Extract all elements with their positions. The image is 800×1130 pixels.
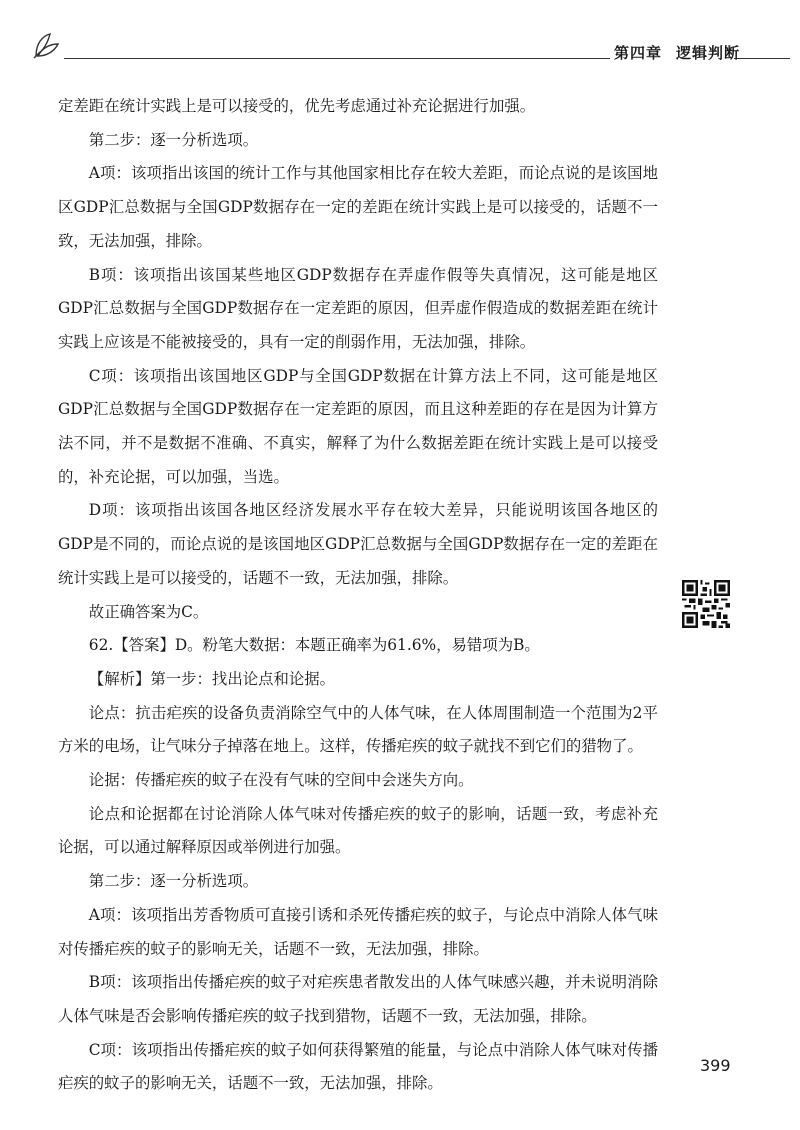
paragraph: 论点：抗击疟疾的设备负责消除空气中的人体气味，在人体周围制造一个范围为2平方米的电场，让气味分子掉落在地上。这样，传播疟疾的蚊子就找不到它们的猎物了。 xyxy=(58,703,658,756)
section-title: 逻辑判断 xyxy=(676,44,741,62)
paragraph: B项：该项指出该国某些地区GDP数据存在弄虚作假等失真情况，这可能是地区GDP汇总数据与全国GDP数据存在一定差距的原因，但弄虚作假造成的数据差距在统计实践上应该是不能被接受的，具有一定的削弱作用，无法加强，排除。 xyxy=(58,265,658,351)
paragraph: A项：该项指出芳香物质可直接引诱和杀死传播疟疾的蚊子，与论点中消除人体气味对传播疟疾的蚊子的影响无关，话题不一致，无法加强，排除。 xyxy=(58,905,658,958)
chapter-title xyxy=(614,42,740,63)
page-header xyxy=(28,28,768,68)
paragraph: 论据：传播疟疾的蚊子在没有气味的空间中会迷失方向。 xyxy=(88,771,474,790)
header-rule-left xyxy=(64,58,610,59)
paragraph: 论点和论据都在讨论消除人体气味对传播疟疾的蚊子的影响，话题一致，考虑补充论据，可以通过解释原因或举例进行加强。 xyxy=(58,804,658,857)
paragraph: 定差距在统计实践上是可以接受的，优先考虑通过补充论据进行加强。 xyxy=(58,97,536,115)
qr-code[interactable] xyxy=(682,580,730,628)
paragraph: 第二步：逐一分析选项。 xyxy=(88,872,259,891)
page-body xyxy=(58,90,658,1101)
paragraph: 故正确答案为C。 xyxy=(88,602,209,621)
paragraph: D项：该项指出该国各地区经济发展水平存在较大差异，只能说明该国各地区的GDP是不同的，而论点说的是该国地区GDP汇总数据与全国GDP数据存在一定的差距在统计实践上是可以接受的，话题不一致，无法加强，排除。 xyxy=(58,501,658,587)
answer-heading: 62.【答案】D。粉笔大数据：本题正确率为61.6%，易错项为B。 xyxy=(88,636,540,655)
header-rule-right xyxy=(734,58,790,59)
leaf-ornament-icon xyxy=(28,30,68,60)
page-number: 399 xyxy=(700,1056,731,1075)
chapter-number: 第四章 xyxy=(614,44,663,62)
paragraph: 第二步：逐一分析选项。 xyxy=(88,130,259,149)
paragraph: B项：该项指出传播疟疾的蚊子对疟疾患者散发出的人体气味感兴趣，并未说明消除人体气味是否会影响传播疟疾的蚊子找到猎物，话题不一致，无法加强，排除。 xyxy=(58,973,658,1025)
paragraph: C项：该项指出传播疟疾的蚊子如何获得繁殖的能量，与论点中消除人体气味对传播疟疾的蚊子的影响无关，话题不一致，无法加强，排除。 xyxy=(58,1040,658,1093)
analysis-heading: 【解析】第一步：找出论点和论据。 xyxy=(88,669,336,688)
paragraph: C项：该项指出该国地区GDP与全国GDP数据在计算方法上不同，这可能是地区GDP汇总数据与全国GDP数据存在一定差距的原因，而且这种差距的存在是因为计算方法不同，并不是数据不准确、不真实，解释了为什么数据差距在统计实践上是可以接受的，补充论据，可以加强，当选。 xyxy=(58,366,658,486)
paragraph: A项：该项指出该国的统计工作与其他国家相比存在较大差距，而论点说的是该国地区GDP汇总数据与全国GDP数据存在一定的差距在统计实践上是可以接受的，话题不一致，无法加强，排除。 xyxy=(58,164,658,250)
